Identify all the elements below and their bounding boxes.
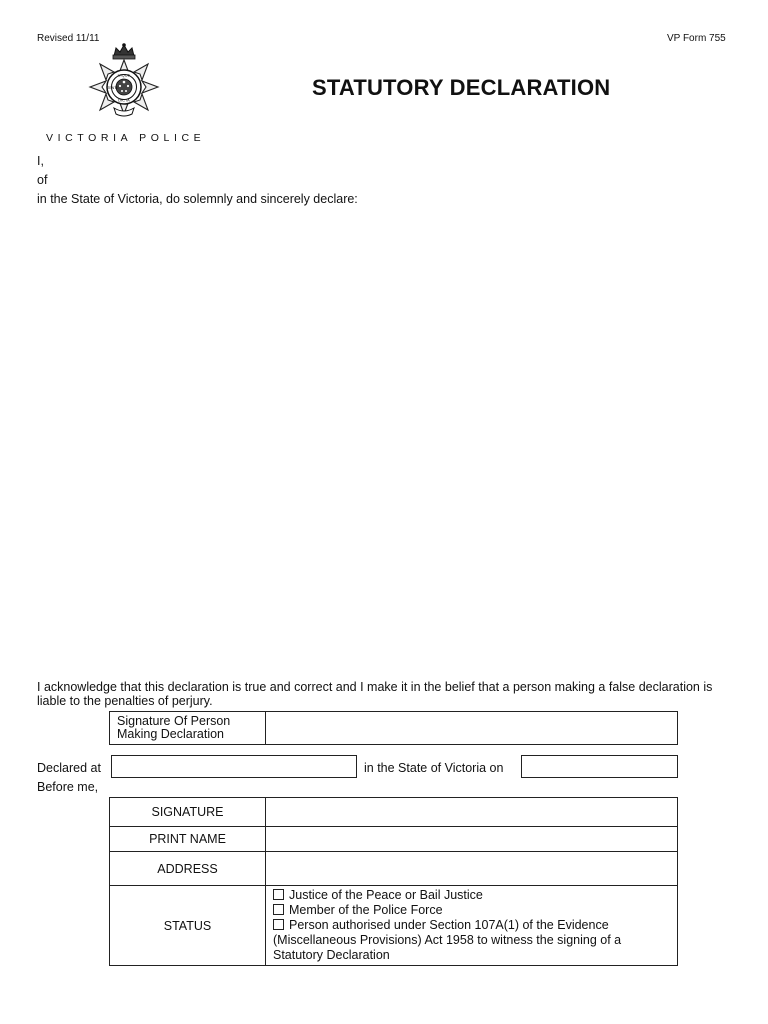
witness-address-label: ADDRESS: [110, 852, 266, 886]
brand-name: VICTORIA POLICE: [46, 132, 206, 144]
witness-address-field[interactable]: [266, 852, 678, 886]
before-me-label: Before me,: [37, 780, 99, 794]
revised-date: Revised 11/11: [37, 33, 100, 44]
status-option-authorised[interactable]: [273, 918, 677, 933]
victoria-police-crest-icon: [84, 42, 164, 124]
crest-motto-top: UIQUE: [117, 72, 131, 78]
status-authorised-label-line3: Statutory Declaration: [273, 948, 390, 962]
declare-statement: in the State of Victoria, do solemnly and sincerely declare:: [37, 192, 358, 206]
witness-status-options: [266, 886, 678, 966]
declared-at-label: Declared at: [37, 761, 101, 775]
declarant-signature-table: [109, 711, 678, 745]
status-authorised-checkbox[interactable]: [273, 919, 284, 930]
declarant-name-label: I,: [37, 154, 44, 168]
witness-print-name-field[interactable]: [266, 827, 678, 852]
declarant-signature-field[interactable]: [266, 712, 678, 745]
declarant-signature-label-line2: Making Declaration: [117, 727, 224, 741]
declarant-signature-label: [110, 712, 266, 745]
declaration-date-field[interactable]: [521, 755, 678, 778]
declared-at-field[interactable]: [111, 755, 357, 778]
form-number: VP Form 755: [667, 33, 726, 44]
status-police-checkbox[interactable]: [273, 904, 284, 915]
status-jp-checkbox[interactable]: [273, 889, 284, 900]
declarant-address-label: of: [37, 173, 48, 187]
acknowledgement-text: I acknowledge that this declaration is true and correct and I make it in the belief that a person making a false declaration is liable to the penalties of perjury.: [37, 680, 713, 708]
witness-status-label: STATUS: [110, 886, 266, 966]
declaration-body-area[interactable]: [37, 212, 727, 672]
status-police-label: Member of the Police Force: [289, 903, 443, 917]
status-authorised-label-line2: (Miscellaneous Provisions) Act 1958 to witness the signing of a: [273, 933, 622, 947]
status-jp-label: Justice of the Peace or Bail Justice: [289, 888, 483, 902]
status-authorised-label-line1: Person authorised under Section 107A(1) of the Evidence: [289, 918, 609, 932]
status-option-police[interactable]: [273, 903, 677, 918]
declarant-signature-label-line1: Signature Of Person: [117, 714, 231, 728]
crest-motto-bottom: DICTA: [118, 97, 130, 103]
witness-print-name-label: PRINT NAME: [110, 827, 266, 852]
crest-motto-left: TENTE: [107, 86, 119, 90]
page-title: STATUTORY DECLARATION: [312, 75, 611, 100]
witness-table: [109, 797, 678, 966]
state-of-victoria-on-label: in the State of Victoria on: [364, 761, 504, 775]
status-option-jp[interactable]: [273, 888, 677, 903]
witness-signature-field[interactable]: [266, 798, 678, 827]
witness-signature-label: SIGNATURE: [110, 798, 266, 827]
